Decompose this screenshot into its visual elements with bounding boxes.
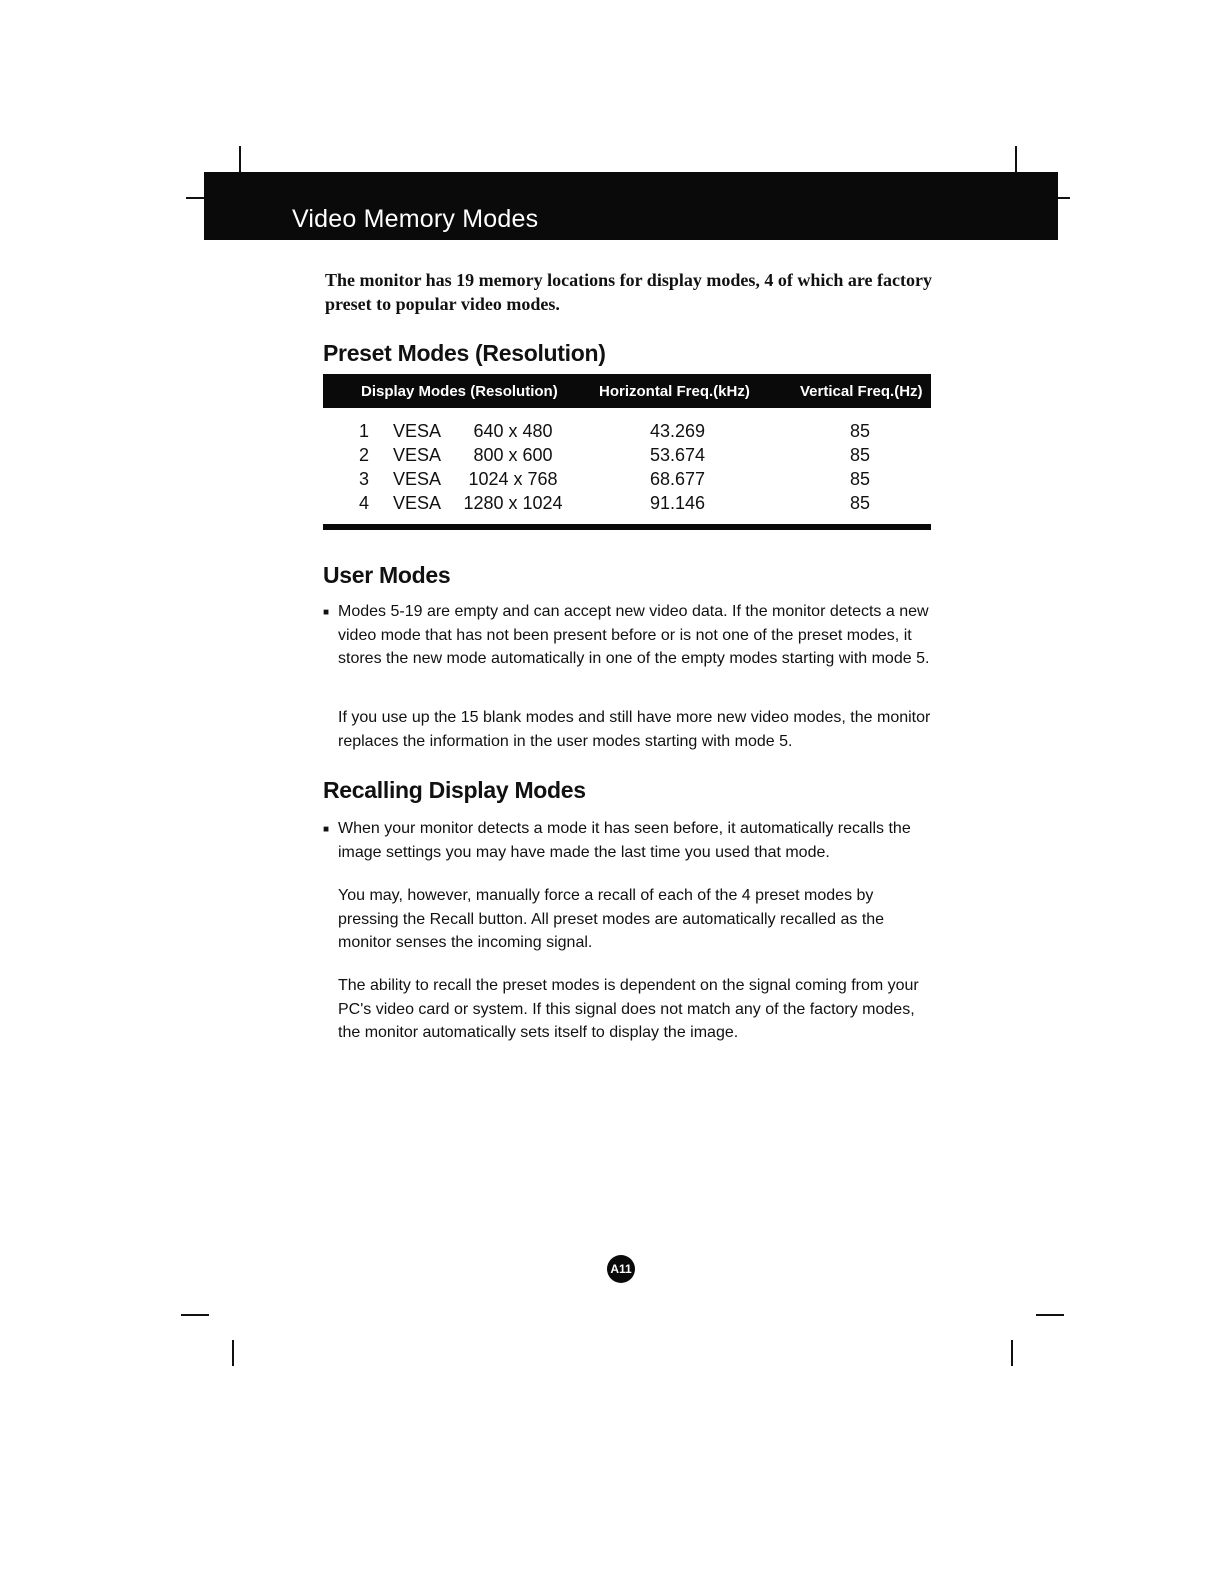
crop-mark-bottom-right-vertical [1011,1340,1013,1366]
mode-horizontal-freq: 68.677 [650,469,706,489]
mode-horizontal-freq: 53.674 [650,445,706,465]
crop-mark-top-left-horizontal [186,197,204,199]
mode-vertical-freq: 85 [850,445,871,465]
recalling-paragraph-1: You may, however, manually force a recall of each of the 4 preset modes by pressing the Recall button. All preset modes are automatically recalled as the monitor senses the incoming signal. [338,887,885,951]
crop-mark-top-right-vertical [1015,146,1017,172]
mode-vertical-freq: 85 [850,469,871,489]
mode-number: 1 [359,421,370,441]
crop-mark-top-right-horizontal [1058,197,1070,199]
mode-standard: VESA [393,421,442,441]
table-body [323,408,931,524]
table-row [323,418,931,442]
crop-mark-bottom-left-vertical [232,1340,234,1366]
user-modes-paragraph: If you use up the 15 blank modes and still have more new video modes, the monitor replaces the information in the user modes starting with mode 5. [338,709,931,750]
user-modes-heading: User Modes [323,562,451,588]
mode-vertical-freq: 85 [850,493,871,513]
column-header-horizontal-freq: Horizontal Freq.(kHz) [599,383,750,400]
mode-resolution: 1024 x 768 [468,469,558,489]
user-modes-bullet-text: Modes 5-19 are empty and can accept new video data. If the monitor detects a new video mode that has not been present before or is not one of the preset modes, it stores the new mode automatically in one of the empty modes starting with mode 5. [338,603,930,667]
table-header [323,374,931,408]
mode-resolution: 640 x 480 [473,421,553,441]
column-header-vertical-freq: Vertical Freq.(Hz) [800,383,923,400]
preset-modes-heading: Preset Modes (Resolution) [323,340,606,366]
mode-resolution: 1280 x 1024 [463,493,563,513]
table-row [323,466,931,490]
crop-mark-bottom-left-horizontal [181,1314,209,1316]
table-bottom-rule [323,524,931,530]
mode-standard: VESA [393,469,442,489]
mode-standard: VESA [393,493,442,513]
mode-number: 4 [359,493,370,513]
mode-vertical-freq: 85 [850,421,871,441]
mode-resolution: 800 x 600 [473,445,553,465]
crop-mark-bottom-right-horizontal [1036,1314,1064,1316]
recalling-modes-heading: Recalling Display Modes [323,777,586,803]
table-row [323,442,931,466]
mode-number: 3 [359,469,370,489]
page-title: Video Memory Modes [292,205,539,233]
page-number-badge: A11 [607,1255,635,1283]
recalling-paragraph-2: The ability to recall the preset modes is dependent on the signal coming from your PC's video card or system. If this signal does not match any of the factory modes, the monitor automatically sets itself to display the image. [338,977,919,1041]
mode-standard: VESA [393,445,442,465]
bullet-icon: ■ [323,607,330,618]
mode-horizontal-freq: 91.146 [650,493,706,513]
table-row [323,490,931,514]
bullet-icon: ■ [323,824,330,835]
recalling-bullet-text: When your monitor detects a mode it has seen before, it automatically recalls the image settings you may have made the last time you used that mode. [338,820,911,861]
column-header-display-modes: Display Modes (Resolution) [361,383,558,400]
preset-modes-table [323,374,931,530]
mode-horizontal-freq: 43.269 [650,421,706,441]
mode-number: 2 [359,445,370,465]
intro-text: The monitor has 19 memory locations for display modes, 4 of which are factory preset to popular video modes. [325,270,932,314]
crop-mark-top-left-vertical [239,146,241,172]
header-bar [204,172,1058,240]
